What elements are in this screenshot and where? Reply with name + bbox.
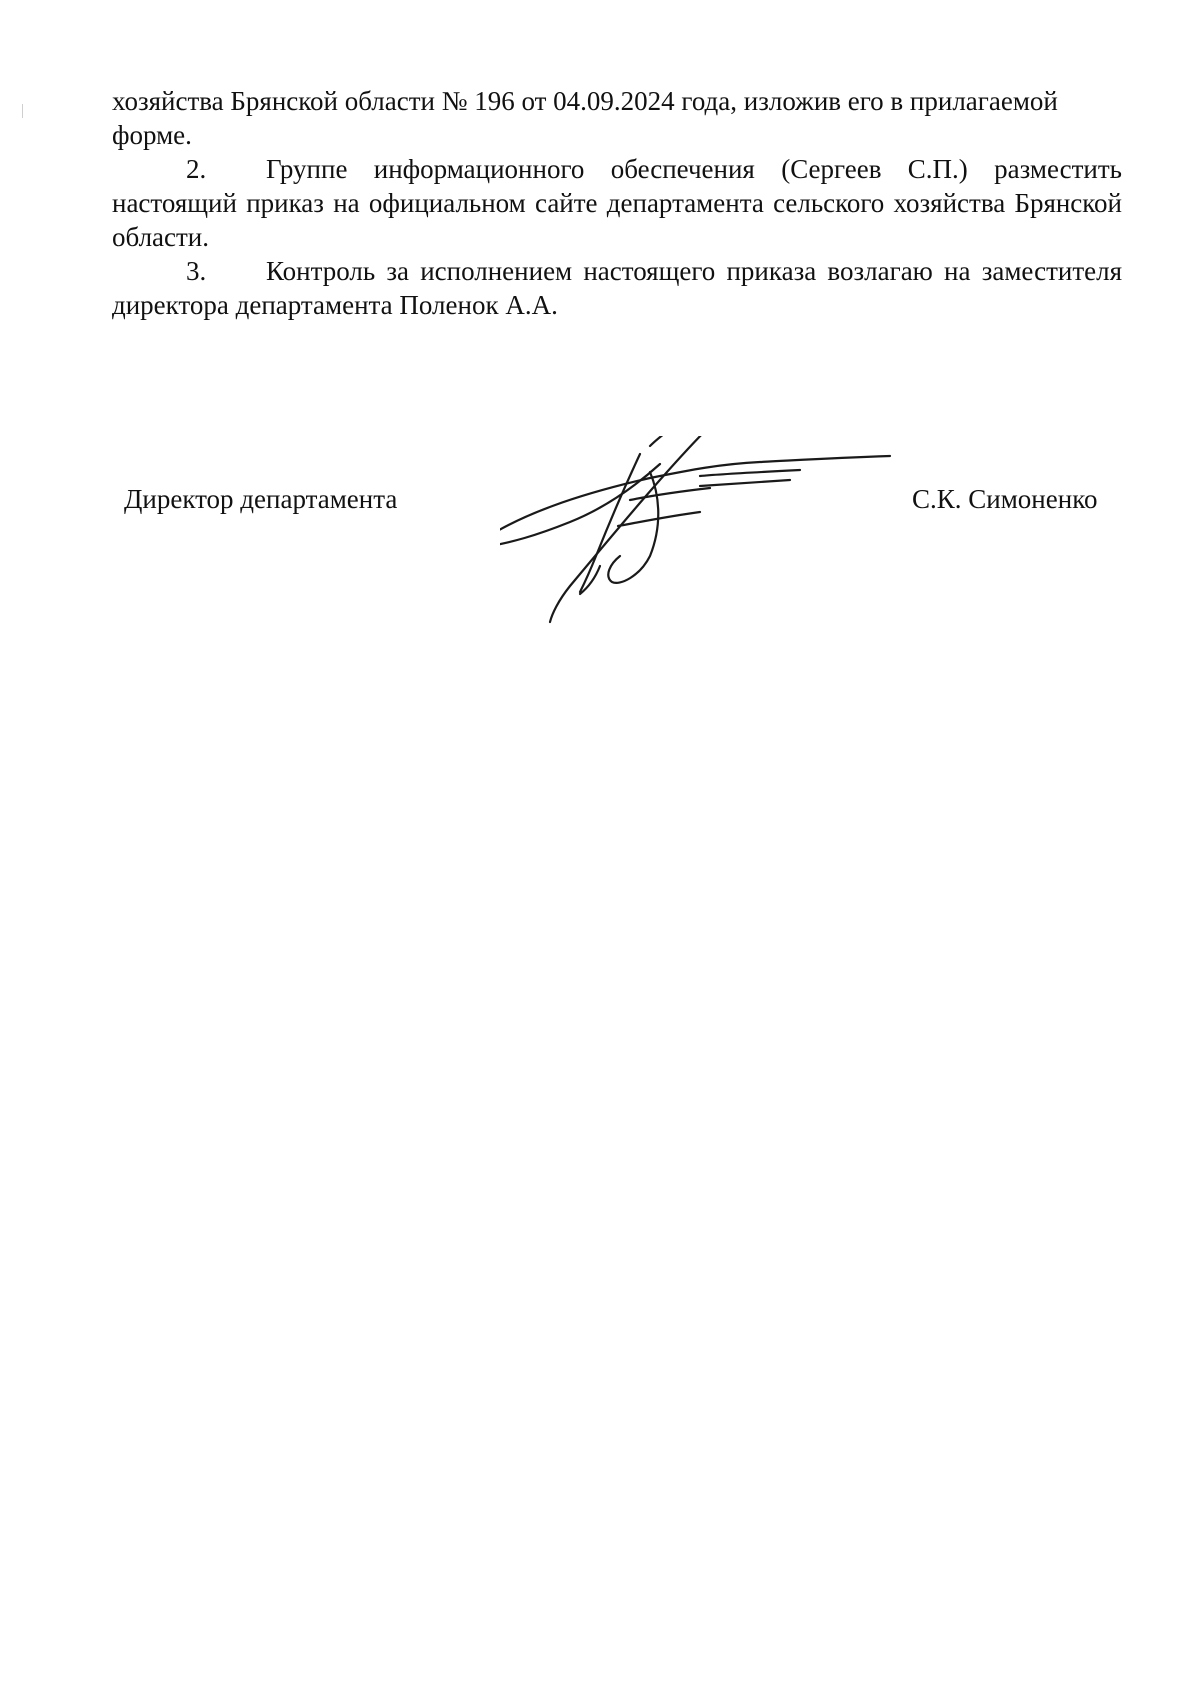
signer-name: С.К. Симоненко — [912, 484, 1098, 514]
list-item-3 — [112, 254, 1122, 322]
scan-margin-mark — [22, 104, 23, 118]
list-item-number: 3. — [186, 256, 207, 286]
list-item-2 — [112, 152, 1122, 254]
signer-position-title: Директор департамента — [124, 484, 398, 514]
list-item-text: Группе информационного обеспечения (Сергеев С.П.) разместить настоящий приказ на официальном сайте департамента сельского хозяйства Брянской области. — [112, 154, 1122, 252]
paragraph-continuation: хозяйства Брянской области № 196 от 04.09.2024 года, изложив его в прилагаемой форме. — [112, 86, 1058, 150]
document-body — [112, 84, 1122, 322]
list-item-text: Контроль за исполнением настоящего приказа возлагаю на заместителя директора департамента Поленок А.А. — [112, 256, 1122, 320]
handwritten-signature — [500, 436, 900, 636]
list-item-number: 2. — [186, 154, 207, 184]
